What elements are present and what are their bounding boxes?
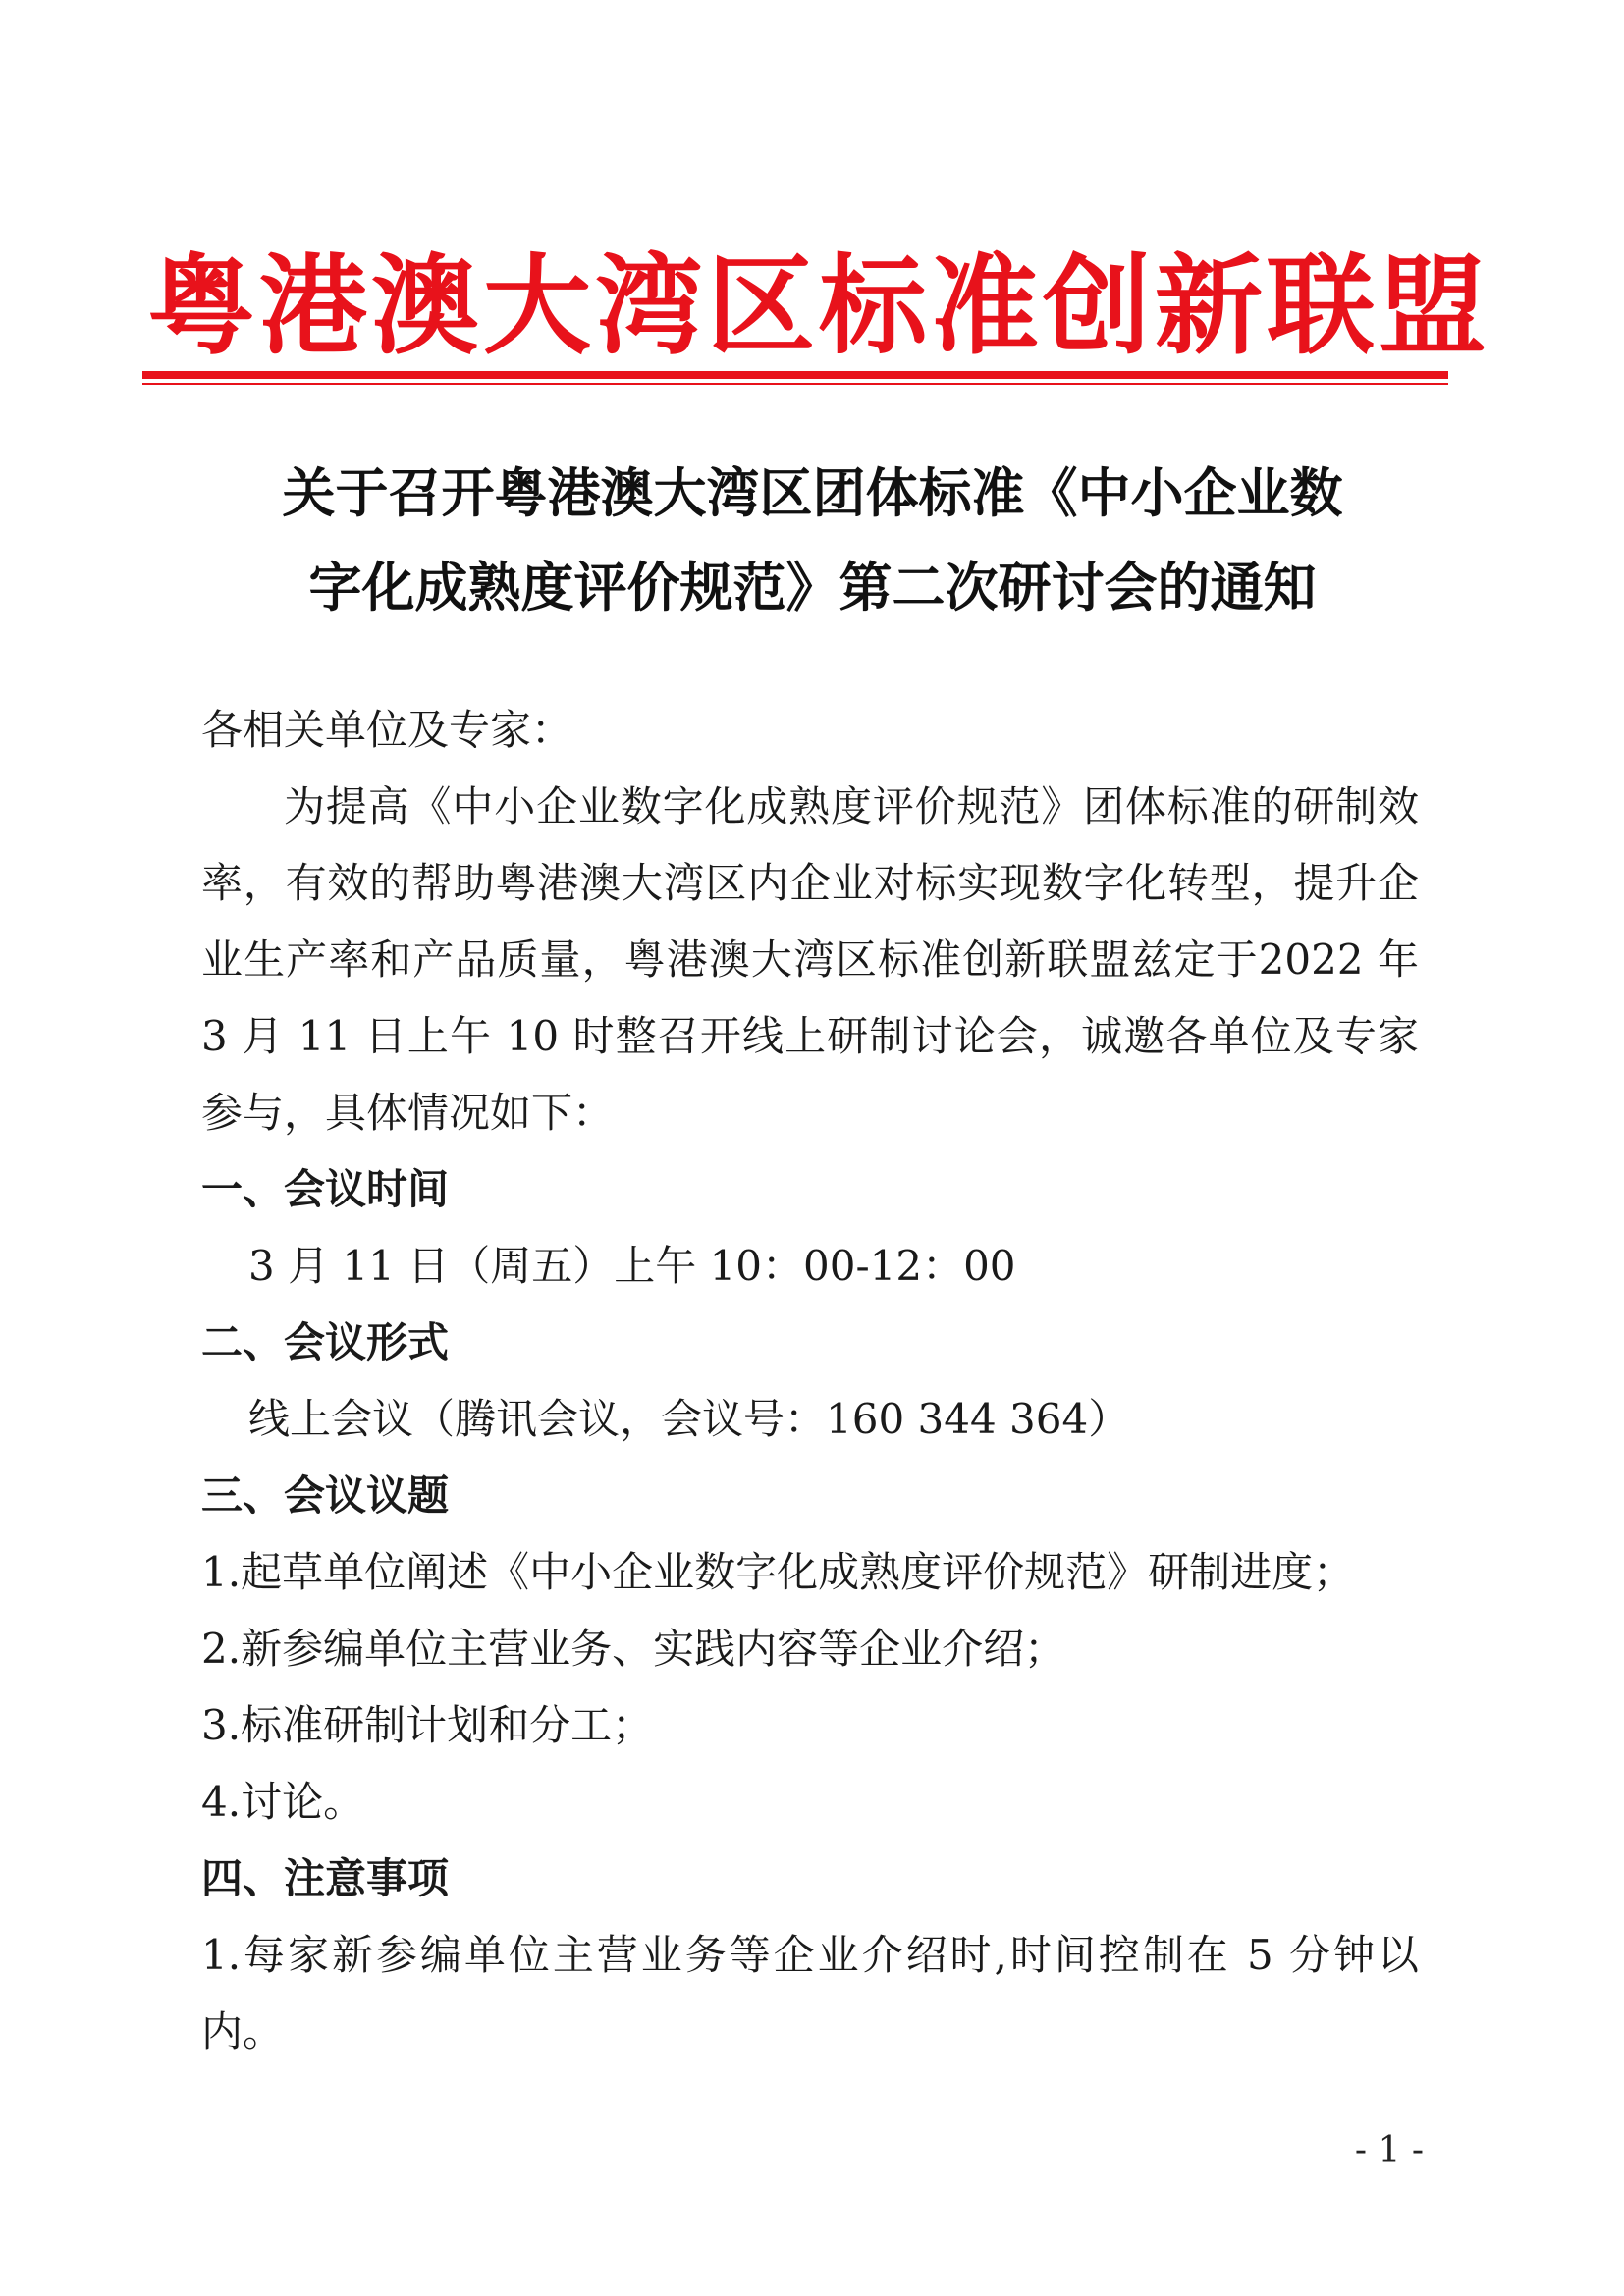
notice-title <box>196 447 1429 635</box>
section-heading-agenda: 三、会议议题 <box>201 1471 450 1520</box>
notice-title-line-1: 关于召开粤港澳大湾区团体标准《中小企业数 <box>282 462 1343 524</box>
section-text-format: 线上会议（腾讯会议，会议号：160 344 364） <box>248 1395 1130 1443</box>
notice-title-line-2: 字化成熟度评价规范》第二次研讨会的通知 <box>308 557 1317 618</box>
section-text-time: 3 月 11 日（周五）上午 10：00-12：00 <box>248 1242 1016 1290</box>
letterhead-rule-thin <box>142 383 1448 385</box>
agenda-item-4: 4.讨论。 <box>201 1778 365 1826</box>
agenda-item-2: 2.新参编单位主营业务、实践内容等企业介绍； <box>201 1625 1066 1673</box>
intro-paragraph: 为提高《中小企业数字化成熟度评价规范》团体标准的研制效率，有效的帮助粤港澳大湾区内企业对标实现数字化转型，提升企业生产率和产品质量，粤港澳大湾区标准创新联盟兹定于2022 年 3 月 11 日上午 10 时整召开线上研制讨论会，诚邀各单位及专家参与，具体情况如下： <box>201 782 1419 1137</box>
notes-item-1: 1.每家新参编单位主营业务等企业介绍时,时间控制在 5 分钟以内。 <box>201 1931 1419 2056</box>
letterhead-rule-thick <box>142 371 1448 379</box>
salutation: 各相关单位及专家： <box>201 706 573 754</box>
page-number: - 1 - <box>1354 2130 1424 2170</box>
section-heading-notes: 四、注意事项 <box>201 1854 450 1902</box>
notice-body <box>201 692 1419 2070</box>
letterhead-organization: 粤港澳大湾区标准创新联盟 <box>147 242 1490 369</box>
section-heading-time: 一、会议时间 <box>201 1165 450 1213</box>
section-heading-format: 二、会议形式 <box>201 1318 450 1366</box>
agenda-item-3: 3.标准研制计划和分工； <box>201 1701 654 1749</box>
agenda-item-1: 1.起草单位阐述《中小企业数字化成熟度评价规范》研制进度； <box>201 1548 1355 1596</box>
